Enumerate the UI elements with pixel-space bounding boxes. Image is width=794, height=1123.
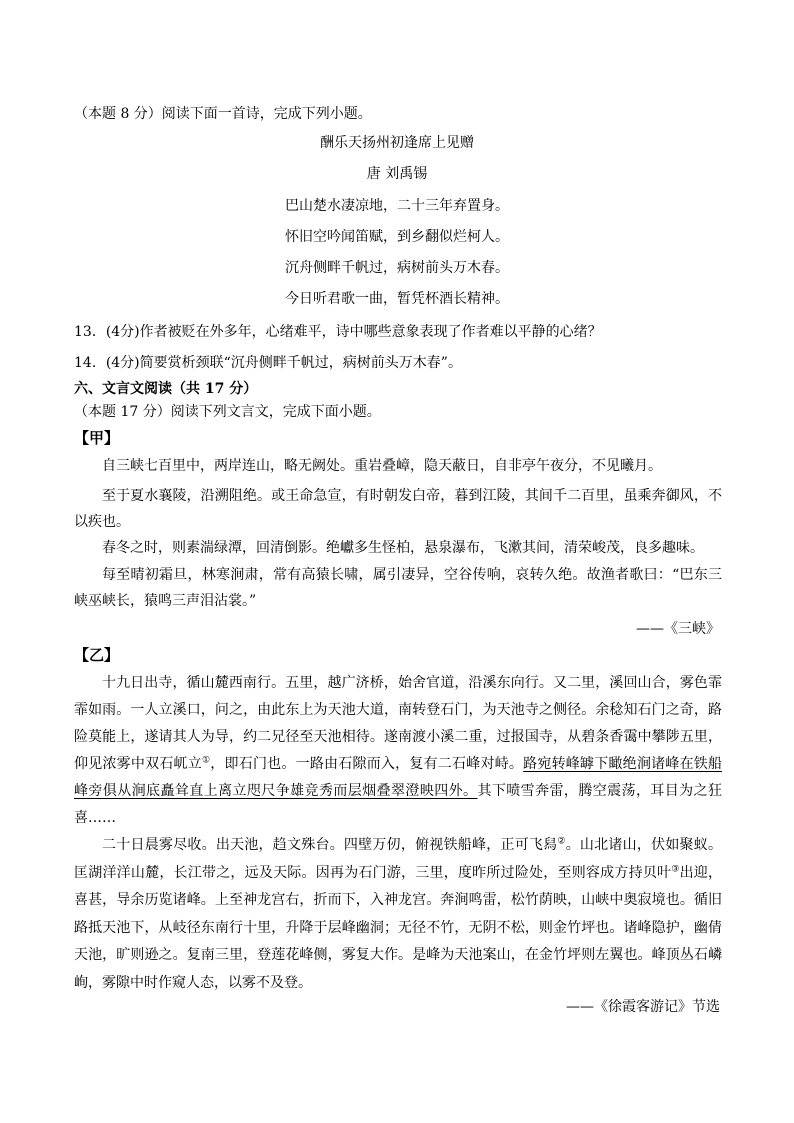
question-14: 14．(4分)简要赏析颈联“沉舟侧畔千帆过，病树前头万木春”。 <box>74 355 462 371</box>
footnote-3: ③ <box>671 863 680 874</box>
poem-instruction: （本题 8 分）阅读下面一首诗，完成下列小题。 <box>74 106 372 122</box>
yi-source: ——《徐霞客游记》节选 <box>566 999 720 1015</box>
yi-p2-text-a: 二十日晨雾尽收。出天池，趋文殊台。四壁万仞，俯视铁船峰，正可飞舄 <box>102 837 558 853</box>
underlined-passage: 路宛转峰罅下瞰绝涧诸峰在铁船峰旁俱从涧底矗耸直上离立咫尺争雄竞秀而层烟叠翠澄映四外。 <box>74 756 723 799</box>
footnote-2: ② <box>557 836 566 847</box>
jia-paragraph-1: 自三峡七百里中，两岸连山，略无阙处。重岩叠嶂，隐天蔽日，自非亭午夜分，不见曦月。 <box>102 458 662 474</box>
yi-paragraph-2 <box>74 832 722 997</box>
yi-p1-text-a: 十九日出寺，循山麓西南行。五里，越广济桥，始舍官道，沿溪东向行。又二里，溪回山合，雾色霏霏如雨。一人立溪口，问之，由此东上为天池大道，南转登石门，为天池寺之侧径。余稔知石门之奇，路险莫能上，遂请其人为导，约二兄径至天池相待。遂南渡小溪二重，过报国寺，从碧条香霭中攀陟五里，仰见浓雾中双石屼立 <box>74 675 722 772</box>
poem-line-3: 沉舟侧畔千帆过，病树前头万木春。 <box>285 260 509 276</box>
question-13: 13．(4分)作者被贬在外多年，心绪难平，诗中哪些意象表现了作者难以平静的心绪？ <box>74 324 602 340</box>
poem-author: 唐 刘禹锡 <box>366 166 428 182</box>
classical-instruction: （本题 17 分）阅读下列文言文，完成下面小题。 <box>74 404 381 420</box>
section-label-yi: 【乙】 <box>74 646 120 664</box>
poem-line-1: 巴山楚水凄凉地，二十三年弃置身。 <box>285 198 509 214</box>
yi-p2-text-b: 。山北诸山，伏如聚蚁。匡湖洋洋山麓，长江带之，远及天际。因再为石门游，三里，度昨所过险处，至则容成方持贝叶 <box>74 837 723 881</box>
yi-p2-text-c: 出迎，喜甚，导余历览诸峰。上至神龙宫右，折而下，入神龙宫。奔涧鸣雷，松竹荫映，山峡中奥寂境也。循旧路抵天池下，从岐径东南行十里，升降于层峰幽洞；无径不竹，无阴不松，则金竹坪也。诸峰隐护，幽倩天池，旷则逊之。复南三里，登莲花峰侧，雾复大作。是峰为天池案山，在金竹坪则左翼也。峰顶丛石嶙峋，雾隙中时作窥人态，以雾不及登。 <box>74 864 723 991</box>
yi-p1-text-b: ，即石门也。一路由石隙而入，复有二石峰对峙。 <box>210 756 524 772</box>
jia-paragraph-3: 春冬之时，则素湍绿潭，回清倒影。绝巘多生怪柏，悬泉瀑布，飞漱其间，清荣峻茂，良多趣味。 <box>102 540 704 556</box>
jia-paragraph-2: 至于夏水襄陵，沿溯阻绝。或王命急宣，有时朝发白帝，暮到江陵，其间千二百里，虽乘奔御风，不以疾也。 <box>74 488 722 530</box>
footnote-1: ① <box>201 755 211 766</box>
section-label-jia: 【甲】 <box>74 429 120 447</box>
poem-line-2: 怀旧空吟闻笛赋，到乡翻似烂柯人。 <box>285 229 509 245</box>
yi-paragraph-1 <box>74 670 722 832</box>
poem-title: 酬乐天扬州初逢席上见赠 <box>320 135 474 151</box>
jia-source: ——《三峡》 <box>636 621 720 637</box>
section-title: 六、文言文阅读（共 17 分） <box>74 381 258 397</box>
yi-p1-text-c: 其下喷雪奔雷，腾空震荡，耳目为之狂喜…… <box>74 783 722 826</box>
poem-line-4: 今日听君歌一曲，暂凭杯酒长精神。 <box>285 291 509 307</box>
jia-paragraph-4: 每至晴初霜旦，林寒涧肃，常有高猿长啸，属引凄异，空谷传响，哀转久绝。故渔者歌曰：“巴东三峡巫峡长，猿鸣三声泪沾裳。” <box>74 567 722 609</box>
